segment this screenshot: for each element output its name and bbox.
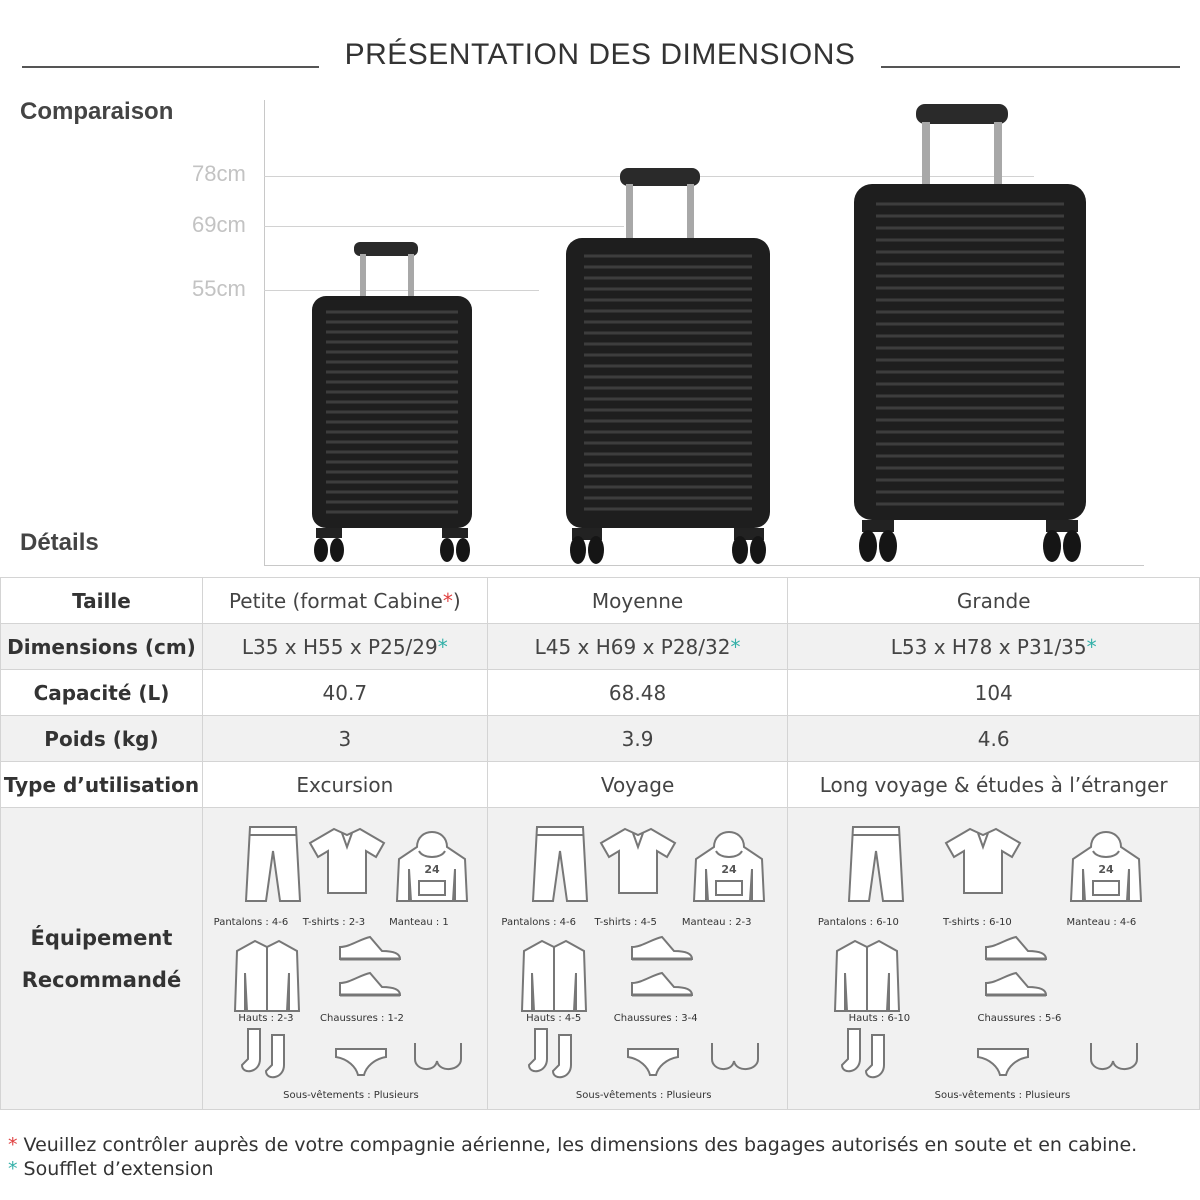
asterisk-teal: * <box>1086 634 1097 659</box>
cell-equipement-moyenne <box>487 808 788 1110</box>
cell-capacite-petite: 40.7 <box>202 670 487 716</box>
caption-sous: Sous-vêtements : Plusieurs <box>283 1089 419 1101</box>
briefs-icon <box>332 1045 390 1084</box>
caption-sous: Sous-vêtements : Plusieurs <box>934 1089 1071 1101</box>
shoe-icon <box>628 933 696 970</box>
height-label-69: 69cm <box>192 212 246 237</box>
cell-dimensions-petite <box>202 624 487 670</box>
shirt-icon <box>833 937 901 1020</box>
dimensions-moyenne-text: L45 x H69 x P28/32 <box>534 634 731 659</box>
cell-dimensions-grande <box>788 624 1200 670</box>
row-capacite <box>1 670 1200 716</box>
asterisk-teal: * <box>730 634 741 659</box>
caption-tshirts: T-shirts : 6-10 <box>943 916 1012 928</box>
shoe-icon <box>628 969 696 1006</box>
cell-capacite-moyenne: 68.48 <box>487 670 788 716</box>
caption-manteau: Manteau : 2-3 <box>681 916 752 928</box>
briefs-icon <box>624 1045 682 1084</box>
row-header-dimensions: Dimensions (cm) <box>1 624 203 670</box>
briefs-icon <box>974 1045 1032 1084</box>
cell-type-grande: Long voyage & études à l’étranger <box>788 762 1200 808</box>
equipment-grid <box>488 809 788 1109</box>
row-header-taille: Taille <box>1 578 203 624</box>
footnote-2-asterisk: * <box>8 1158 18 1180</box>
caption-chaussures: Chaussures : 3-4 <box>613 1012 698 1024</box>
row-header-poids: Poids (kg) <box>1 716 203 762</box>
cell-poids-grande: 4.6 <box>788 716 1200 762</box>
tshirt-icon <box>942 825 1024 902</box>
asterisk-red: * <box>442 588 453 613</box>
page-title: PRÉSENTATION DES DIMENSIONS <box>319 38 882 71</box>
shirt-icon <box>233 937 301 1020</box>
caption-tshirts: T-shirts : 2-3 <box>302 916 366 928</box>
socks-icon <box>238 1025 296 1088</box>
svg-text:24: 24 <box>721 862 737 876</box>
suitcase-medium-image <box>562 166 774 566</box>
svg-text:24: 24 <box>424 862 440 876</box>
caption-manteau: Manteau : 1 <box>389 916 449 928</box>
vertical-axis <box>264 100 265 566</box>
pants-icon <box>847 823 905 910</box>
dimensions-grande-text: L53 x H78 x P31/35 <box>890 634 1087 659</box>
row-equipement <box>1 808 1200 1110</box>
caption-pantalons: Pantalons : 4-6 <box>501 916 576 928</box>
cell-poids-petite: 3 <box>202 716 487 762</box>
hoodie-icon <box>1067 825 1145 910</box>
shoe-icon <box>336 933 404 970</box>
cell-type-petite: Excursion <box>202 762 487 808</box>
bra-icon <box>409 1039 467 1084</box>
equipment-grid <box>788 809 1199 1109</box>
height-label-78: 78cm <box>192 161 246 186</box>
equipement-title-line2: Recommandé <box>21 967 182 992</box>
row-dimensions <box>1 624 1200 670</box>
shirt-icon <box>520 937 588 1020</box>
caption-sous: Sous-vêtements : Plusieurs <box>575 1089 712 1101</box>
footnote-2 <box>8 1158 214 1180</box>
footnote-2-text: Soufflet d’extension <box>23 1158 214 1180</box>
footnote-1 <box>8 1134 1137 1156</box>
caption-pantalons: Pantalons : 4-6 <box>213 916 289 928</box>
taille-petite-text: Petite (format Cabine <box>228 588 443 613</box>
cell-equipement-petite <box>202 808 487 1110</box>
equipment-grid <box>203 809 487 1109</box>
cell-poids-moyenne: 3.9 <box>487 716 788 762</box>
hoodie-icon <box>690 825 768 910</box>
page-title-wrap <box>0 38 1200 72</box>
caption-chaussures: Chaussures : 5-6 <box>977 1012 1062 1024</box>
socks-icon <box>838 1025 896 1088</box>
row-poids <box>1 716 1200 762</box>
hoodie-icon <box>393 825 471 910</box>
cell-taille-moyenne: Moyenne <box>487 578 788 624</box>
details-table <box>0 577 1200 1110</box>
pants-icon <box>531 823 589 910</box>
shoe-icon <box>982 933 1050 970</box>
row-taille <box>1 578 1200 624</box>
suitcase-large-image <box>852 102 1088 566</box>
bra-icon <box>706 1039 764 1084</box>
caption-hauts: Hauts : 6-10 <box>848 1012 911 1024</box>
cell-dimensions-moyenne <box>487 624 788 670</box>
row-header-equipement <box>1 808 203 1110</box>
footnote-1-text: Veuillez contrôler auprès de votre compagnie aérienne, les dimensions des bagages autorisés en soute et en cabine. <box>23 1134 1138 1156</box>
caption-manteau: Manteau : 4-6 <box>1066 916 1137 928</box>
socks-icon <box>525 1025 583 1088</box>
pants-icon <box>244 823 302 910</box>
caption-chaussures: Chaussures : 1-2 <box>320 1012 404 1024</box>
bra-icon <box>1085 1039 1143 1084</box>
row-header-capacite: Capacité (L) <box>1 670 203 716</box>
cell-taille-petite <box>202 578 487 624</box>
suitcase-small-image <box>306 240 478 565</box>
caption-hauts: Hauts : 4-5 <box>526 1012 582 1024</box>
caption-tshirts: T-shirts : 4-5 <box>594 916 657 928</box>
details-label: Détails <box>20 529 99 556</box>
row-type <box>1 762 1200 808</box>
shoe-icon <box>982 969 1050 1006</box>
dimensions-petite-text: L35 x H55 x P25/29 <box>241 634 438 659</box>
caption-pantalons: Pantalons : 6-10 <box>817 916 899 928</box>
shoe-icon <box>336 969 404 1006</box>
cell-taille-grande: Grande <box>788 578 1200 624</box>
cell-type-moyenne: Voyage <box>487 762 788 808</box>
tshirt-icon <box>306 825 388 902</box>
cell-capacite-grande: 104 <box>788 670 1200 716</box>
height-label-55: 55cm <box>192 276 246 301</box>
svg-text:24: 24 <box>1098 862 1115 876</box>
caption-hauts: Hauts : 2-3 <box>238 1012 294 1024</box>
tshirt-icon <box>597 825 679 902</box>
footnote-1-asterisk: * <box>8 1134 18 1156</box>
equipement-title-line1: Équipement <box>30 925 173 950</box>
cell-equipement-grande <box>788 808 1200 1110</box>
comparison-label: Comparaison <box>20 98 174 125</box>
asterisk-teal: * <box>437 634 448 659</box>
taille-petite-close: ) <box>452 588 461 613</box>
row-header-type: Type d’utilisation <box>1 762 203 808</box>
